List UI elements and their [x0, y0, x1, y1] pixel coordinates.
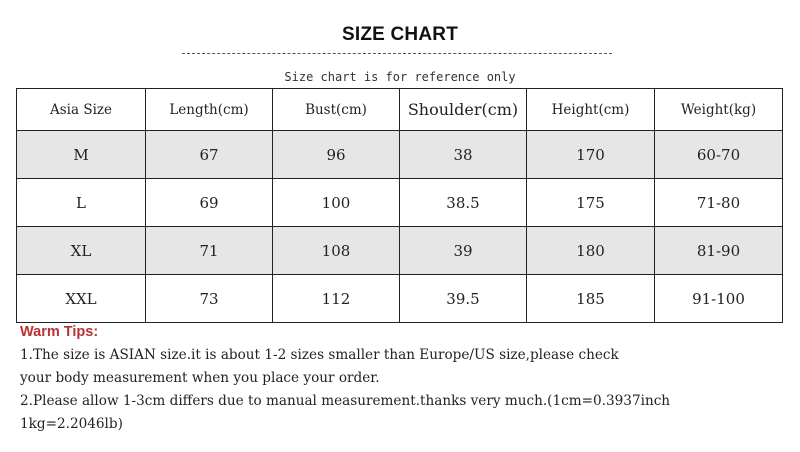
- cell-height: 185: [527, 275, 655, 323]
- cell-height: 170: [527, 131, 655, 179]
- cell-weight: 60-70: [655, 131, 783, 179]
- cell-bust: 100: [273, 179, 400, 227]
- header-weight: Weight(kg): [655, 89, 783, 131]
- size-table: [16, 88, 783, 323]
- cell-bust: 108: [273, 227, 400, 275]
- tip-line: 1kg=2.2046lb): [20, 416, 123, 432]
- cell-height: 180: [527, 227, 655, 275]
- header-length: Length(cm): [146, 89, 273, 131]
- cell-size: M: [17, 131, 146, 179]
- cell-bust: 112: [273, 275, 400, 323]
- cell-bust: 96: [273, 131, 400, 179]
- cell-size: L: [17, 179, 146, 227]
- reference-note: Size chart is for reference only: [284, 70, 516, 84]
- header-height: Height(cm): [527, 89, 655, 131]
- header-shoulder: Shoulder(cm): [400, 89, 527, 131]
- cell-shoulder: 39: [400, 227, 527, 275]
- cell-shoulder: 39.5: [400, 275, 527, 323]
- cell-size: XL: [17, 227, 146, 275]
- tip-line: 2.Please allow 1-3cm differs due to manual measurement.thanks very much.(1cm=0.3937inch: [20, 393, 671, 409]
- cell-weight: 81-90: [655, 227, 783, 275]
- warm-tips-heading: Warm Tips:: [20, 324, 99, 340]
- page-title: SIZE CHART: [342, 24, 458, 45]
- header-asia-size: Asia Size: [17, 89, 146, 131]
- cell-length: 67: [146, 131, 273, 179]
- cell-height: 175: [527, 179, 655, 227]
- cell-weight: 91-100: [655, 275, 783, 323]
- tip-line: your body measurement when you place your order.: [20, 370, 380, 386]
- table-row: [17, 131, 783, 179]
- table-header-row: [17, 89, 783, 131]
- cell-length: 73: [146, 275, 273, 323]
- table-row: [17, 179, 783, 227]
- header-bust: Bust(cm): [273, 89, 400, 131]
- table-row: [17, 227, 783, 275]
- cell-size: XXL: [17, 275, 146, 323]
- table-row: [17, 275, 783, 323]
- cell-length: 69: [146, 179, 273, 227]
- cell-shoulder: 38.5: [400, 179, 527, 227]
- cell-shoulder: 38: [400, 131, 527, 179]
- tip-line: 1.The size is ASIAN size.it is about 1-2 sizes smaller than Europe/US size,please check: [20, 347, 619, 363]
- cell-weight: 71-80: [655, 179, 783, 227]
- dashed-divider: [182, 53, 612, 54]
- cell-length: 71: [146, 227, 273, 275]
